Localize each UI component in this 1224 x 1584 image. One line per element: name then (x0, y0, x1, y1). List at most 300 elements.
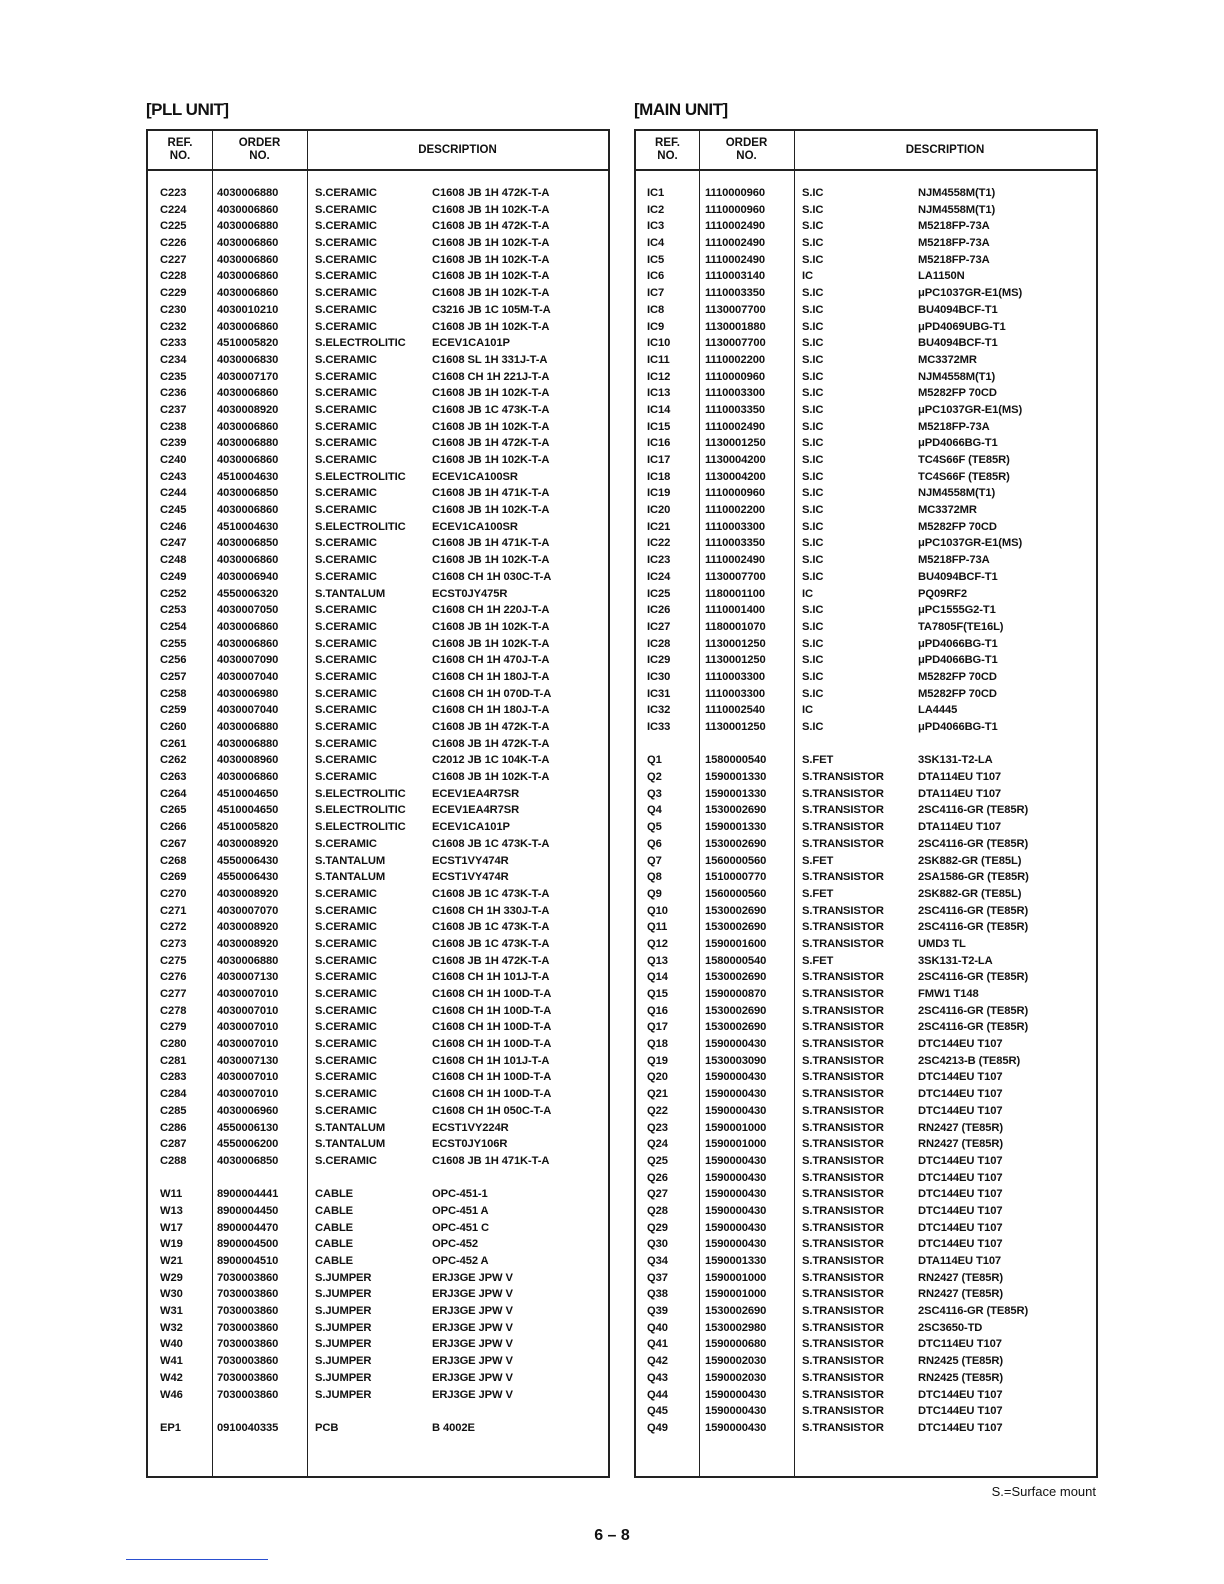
main-parts-table (634, 129, 1098, 1478)
part-type-cell: S.IC (802, 387, 824, 400)
table-row (148, 1370, 608, 1387)
part-type-cell: S.CERAMIC (315, 187, 377, 199)
table-row (636, 636, 1096, 653)
table-row (636, 1236, 1096, 1253)
part-spec-cell: DTC144EU T107 (918, 1088, 1003, 1101)
table-row (148, 268, 608, 285)
part-type-cell: S.CERAMIC (315, 954, 377, 967)
part-spec-cell: 2SC4116-GR (TE85R) (918, 1305, 1029, 1318)
part-spec-cell: C1608 JB 1H 102K-T-A (432, 203, 550, 216)
table-row (636, 1036, 1096, 1053)
table-row (636, 335, 1096, 352)
part-spec-cell: C1608 CH 1H 330J-T-A (432, 904, 550, 917)
part-spec-cell: OPC-451 C (432, 1221, 489, 1234)
table-row (148, 285, 608, 302)
part-type-cell: S.IC (802, 203, 824, 216)
ref-no-cell: C240 (160, 454, 187, 466)
order-no-cell: 4030008920 (217, 837, 279, 850)
part-spec-cell: ERJ3GE JPW V (432, 1271, 513, 1284)
part-spec-cell: C1608 CH 1H 470J-T-A (432, 654, 550, 667)
table-row (636, 202, 1096, 219)
part-type-cell: S.IC (802, 220, 824, 233)
order-no-cell: 1590000430 (705, 1405, 767, 1418)
table-row (148, 1403, 608, 1420)
ref-no-cell: Q13 (647, 954, 668, 967)
part-spec-cell: μPC1037GR-E1(MS) (918, 537, 1023, 550)
ref-no-cell: C229 (160, 287, 187, 300)
order-no-cell: 4550006130 (217, 1121, 279, 1134)
part-type-cell: S.CERAMIC (315, 504, 377, 517)
table-row (636, 619, 1096, 636)
order-no-cell: 4030006860 (217, 637, 279, 650)
part-spec-cell: ECEV1EA4R7SR (432, 804, 520, 817)
order-no-cell: 4030006880 (217, 187, 279, 199)
part-spec-cell: ECEV1CA100SR (432, 520, 518, 533)
part-type-cell: S.TRANSISTOR (802, 1138, 884, 1151)
order-no-cell: 4030007090 (217, 654, 279, 667)
part-spec-cell: FMW1 T148 (918, 988, 979, 1000)
ref-no-cell: IC27 (647, 620, 671, 633)
table-row (636, 802, 1096, 819)
part-type-cell: S.JUMPER (315, 1271, 372, 1284)
part-spec-cell: DTC144EU T107 (918, 1154, 1003, 1167)
ref-no-cell: C245 (160, 504, 187, 517)
order-no-cell: 1110002490 (705, 554, 765, 567)
ref-no-cell: Q27 (647, 1188, 668, 1201)
part-spec-cell: C1608 JB 1H 471K-T-A (432, 1154, 550, 1167)
part-type-cell: S.CERAMIC (315, 1154, 377, 1167)
part-type-cell: S.CERAMIC (315, 637, 377, 650)
table-row (148, 435, 608, 452)
order-no-cell: 4030006860 (217, 771, 279, 784)
part-spec-cell: C1608 CH 1H 100D-T-A (432, 1038, 552, 1051)
table-row (636, 1069, 1096, 1086)
ref-no-cell: Q19 (647, 1054, 668, 1067)
ref-no-cell: IC31 (647, 687, 671, 700)
table-row (148, 1236, 608, 1253)
order-no-cell: 7030003860 (217, 1355, 279, 1368)
ref-no-cell: Q1 (647, 754, 662, 767)
table-row (148, 185, 608, 202)
ref-no-cell: Q40 (647, 1321, 668, 1334)
table-row (148, 836, 608, 853)
ref-no-cell: Q11 (647, 921, 668, 934)
order-no-cell: 1590000430 (705, 1204, 767, 1217)
order-no-cell: 4030006860 (217, 253, 279, 266)
table-row (636, 1420, 1096, 1437)
order-no-cell: 4030007130 (217, 971, 279, 984)
part-spec-cell: C1608 JB 1C 473K-T-A (432, 403, 550, 416)
table-row (636, 1370, 1096, 1387)
ref-no-cell: C233 (160, 337, 187, 350)
part-type-cell: S.TRANSISTOR (802, 1338, 884, 1351)
ref-no-cell: C280 (160, 1038, 187, 1051)
part-type-cell: S.CERAMIC (315, 771, 377, 784)
part-type-cell: S.TANTALUM (315, 1138, 386, 1151)
table-row (148, 1353, 608, 1370)
part-type-cell: S.CERAMIC (315, 687, 377, 700)
part-type-cell: S.IC (802, 187, 824, 199)
part-type-cell: S.TRANSISTOR (802, 804, 884, 817)
ref-no-cell: IC22 (647, 537, 671, 550)
order-no-cell: 4030008920 (217, 921, 279, 934)
order-no-cell: 8900004450 (217, 1204, 279, 1217)
part-spec-cell: LA1150N (918, 270, 965, 283)
table-row (148, 1103, 608, 1120)
part-type-cell: S.ELECTROLITIC (315, 821, 406, 834)
ref-no-cell: C244 (160, 487, 187, 500)
part-type-cell: S.CERAMIC (315, 570, 377, 583)
part-type-cell: S.TRANSISTOR (802, 1104, 884, 1117)
ref-no-cell: C286 (160, 1121, 187, 1134)
ref-no-cell: Q12 (647, 937, 668, 950)
part-spec-cell: DTC114EU T107 (918, 1338, 1002, 1351)
part-spec-cell: ECST1VY474R (432, 871, 509, 884)
order-no-cell: 4030006850 (217, 1154, 279, 1167)
order-no-cell: 1110002200 (705, 353, 765, 366)
part-spec-cell: ERJ3GE JPW V (432, 1338, 513, 1351)
order-no-cell: 1110000960 (705, 370, 765, 383)
part-spec-cell: 3SK131-T2-LA (918, 954, 993, 967)
ref-no-cell: C266 (160, 821, 187, 834)
part-spec-cell: C1608 JB 1H 102K-T-A (432, 454, 550, 466)
part-spec-cell: 3SK131-T2-LA (918, 754, 993, 767)
table-row (636, 853, 1096, 870)
part-type-cell: S.ELECTROLITIC (315, 787, 406, 800)
order-no-cell: 1110002200 (705, 504, 765, 517)
table-row (636, 268, 1096, 285)
part-type-cell: S.CERAMIC (315, 721, 377, 733)
table-row (636, 586, 1096, 603)
description-header (307, 131, 608, 169)
ref-no-cell: Q5 (647, 821, 662, 834)
table-row (148, 1387, 608, 1404)
order-no-cell: 4030006860 (217, 287, 279, 300)
ref-no-cell: Q29 (647, 1221, 668, 1234)
part-spec-cell: C1608 CH 1H 101J-T-A (432, 971, 550, 984)
part-type-cell: S.CERAMIC (315, 937, 377, 950)
ref-no-cell: IC29 (647, 654, 671, 667)
ref-no-cell: EP1 (160, 1421, 181, 1434)
table-row (636, 352, 1096, 369)
ref-no-cell: C256 (160, 654, 187, 667)
order-no-cell: 1590001330 (705, 771, 767, 784)
part-type-cell: S.CERAMIC (315, 437, 377, 450)
table-row (636, 686, 1096, 703)
part-type-cell: CABLE (315, 1204, 354, 1217)
part-spec-cell: C1608 JB 1H 102K-T-A (432, 620, 550, 633)
part-spec-cell: C1608 CH 1H 050C-T-A (432, 1104, 552, 1117)
ref-no-header (148, 131, 212, 169)
part-type-cell: S.TRANSISTOR (802, 1204, 884, 1217)
table-row (636, 736, 1096, 753)
part-type-cell: S.IC (802, 454, 824, 466)
order-no-cell: 4030006860 (217, 420, 279, 433)
part-type-cell: S.TRANSISTOR (802, 1071, 884, 1084)
order-no-cell: 4030007010 (217, 1021, 279, 1034)
order-no-cell: 1590001000 (705, 1288, 767, 1301)
ref-no-cell: C268 (160, 854, 187, 867)
ref-no-cell: C287 (160, 1138, 187, 1151)
order-no-cell: 1590000870 (705, 988, 767, 1000)
order-no-cell: 1590002030 (705, 1355, 767, 1368)
part-type-cell: CABLE (315, 1221, 354, 1234)
order-no-cell: 1110001400 (705, 604, 765, 617)
table-row (636, 1286, 1096, 1303)
order-no-cell: 7030003860 (217, 1338, 279, 1351)
order-no-cell: 4030006860 (217, 454, 279, 466)
part-spec-cell: C1608 CH 1H 221J-T-A (432, 370, 550, 383)
part-type-cell: PCB (315, 1421, 339, 1434)
table-row (148, 1336, 608, 1353)
ref-no-cell: W30 (160, 1288, 183, 1301)
ref-no-cell: IC11 (647, 353, 670, 366)
part-spec-cell: C1608 JB 1H 102K-T-A (432, 554, 550, 567)
description-header-label: DESCRIPTION (905, 143, 985, 156)
part-type-cell: S.FET (802, 754, 834, 767)
table-row (636, 402, 1096, 419)
order-no-cell: 1110003140 (705, 270, 765, 283)
part-spec-cell: TC4S66F (TE85R) (918, 454, 1010, 466)
part-spec-cell: C1608 JB 1H 102K-T-A (432, 771, 550, 784)
order-no-cell: 1590000430 (705, 1238, 767, 1251)
ref-no-cell: IC1 (647, 187, 665, 199)
part-spec-cell: TA7805F(TE16L) (918, 620, 1004, 633)
table-row (148, 736, 608, 753)
table-row (636, 535, 1096, 552)
order-no-cell: 1580000540 (705, 754, 767, 767)
order-no-cell: 4030008920 (217, 887, 279, 900)
part-spec-cell: NJM4558M(T1) (918, 370, 996, 383)
order-no-cell: 1130007700 (705, 570, 766, 583)
table-row (148, 619, 608, 636)
table-row (636, 1303, 1096, 1320)
ref-no-cell: Q3 (647, 787, 662, 800)
table-row (636, 1220, 1096, 1237)
ref-no-cell: W40 (160, 1338, 183, 1351)
part-type-cell: S.TRANSISTOR (802, 1288, 884, 1301)
table-row (636, 185, 1096, 202)
ref-no-cell: W42 (160, 1371, 183, 1384)
table-row (148, 1136, 608, 1153)
part-spec-cell: OPC-452 (432, 1238, 478, 1251)
part-type-cell: S.TRANSISTOR (802, 1188, 884, 1201)
part-spec-cell: μPD4069UBG-T1 (918, 320, 1006, 333)
part-type-cell: S.TRANSISTOR (802, 1088, 884, 1101)
part-type-cell: S.ELECTROLITIC (315, 804, 406, 817)
table-row (636, 1053, 1096, 1070)
part-spec-cell: C1608 JB 1H 472K-T-A (432, 721, 550, 733)
part-type-cell: S.TRANSISTOR (802, 937, 884, 950)
ref-no-cell: C281 (160, 1054, 187, 1067)
part-spec-cell: NJM4558M(T1) (918, 187, 996, 199)
table-row (148, 802, 608, 819)
part-type-cell: S.TRANSISTOR (802, 1355, 884, 1368)
ref-no-cell: C260 (160, 721, 187, 733)
order-no-cell: 8900004470 (217, 1221, 279, 1234)
ref-no-cell: IC19 (647, 487, 671, 500)
part-type-cell: S.CERAMIC (315, 921, 377, 934)
part-spec-cell: RN2427 (TE85R) (918, 1288, 1004, 1301)
order-no-cell: 7030003860 (217, 1371, 279, 1384)
part-spec-cell: 2SC4116-GR (TE85R) (918, 904, 1029, 917)
part-spec-cell: C1608 CH 1H 101J-T-A (432, 1054, 550, 1067)
part-type-cell: S.TRANSISTOR (802, 1054, 884, 1067)
part-spec-cell: BU4094BCF-T1 (918, 570, 998, 583)
ref-no-cell: W46 (160, 1388, 183, 1401)
part-type-cell: S.CERAMIC (315, 554, 377, 567)
table-row (148, 752, 608, 769)
ref-no-cell: Q43 (647, 1371, 668, 1384)
part-spec-cell: M5282FP 70CD (918, 520, 997, 533)
ref-no-cell: Q16 (647, 1004, 668, 1017)
part-type-cell: S.CERAMIC (315, 403, 377, 416)
part-type-cell: S.CERAMIC (315, 1038, 377, 1051)
table-row (148, 903, 608, 920)
order-no-cell: 4030007170 (217, 370, 279, 383)
table-row (636, 969, 1096, 986)
table-row (148, 1320, 608, 1337)
part-type-cell: S.CERAMIC (315, 270, 377, 283)
part-spec-cell: 2SA1586-GR (TE85R) (918, 871, 1029, 884)
ref-no-cell: C276 (160, 971, 187, 984)
table-row (148, 936, 608, 953)
part-type-cell: S.IC (802, 570, 824, 583)
part-spec-cell: B 4002E (432, 1421, 475, 1434)
order-no-cell: 4030008960 (217, 754, 279, 767)
ref-no-cell: Q25 (647, 1154, 668, 1167)
order-no-cell: 4030006860 (217, 270, 279, 283)
ref-no-cell: C235 (160, 370, 187, 383)
part-spec-cell: DTC144EU T107 (918, 1071, 1003, 1084)
order-no-cell: 1110002490 (705, 220, 765, 233)
part-type-cell: S.TRANSISTOR (802, 1271, 884, 1284)
table-row (636, 519, 1096, 536)
order-no-cell: 1590000430 (705, 1104, 767, 1117)
order-no-cell: 1530002690 (705, 904, 767, 917)
part-type-cell: S.ELECTROLITIC (315, 337, 406, 350)
order-no-cell: 4030006880 (217, 437, 279, 450)
part-type-cell: CABLE (315, 1255, 354, 1267)
part-spec-cell: DTC144EU T107 (918, 1238, 1003, 1251)
ref-no-cell: C284 (160, 1088, 187, 1101)
order-no-cell: 1110000960 (705, 187, 765, 199)
order-no-cell: 1590001330 (705, 787, 767, 800)
table-row (636, 769, 1096, 786)
order-no-cell: 1110003300 (705, 387, 765, 400)
table-row (148, 385, 608, 402)
part-type-cell: CABLE (315, 1238, 354, 1251)
ref-no-cell: C228 (160, 270, 187, 283)
ref-no-cell: W29 (160, 1271, 183, 1284)
order-no-cell: 1590001330 (705, 1255, 767, 1267)
ref-no-cell: IC26 (647, 604, 671, 617)
order-no-cell: 4030006860 (217, 554, 279, 567)
part-type-cell: S.JUMPER (315, 1388, 372, 1401)
part-spec-cell: DTC144EU T107 (918, 1221, 1003, 1234)
ref-no-cell: IC6 (647, 270, 665, 283)
order-no-cell: 4030006880 (217, 220, 279, 233)
ref-no-cell: IC13 (647, 387, 671, 400)
order-no-cell: 1130001250 (705, 637, 766, 650)
table-row (148, 652, 608, 669)
ref-no-cell: Q45 (647, 1405, 668, 1418)
ref-no-header-label: REF. NO. (655, 137, 680, 162)
part-spec-cell: DTC144EU T107 (918, 1204, 1003, 1217)
part-spec-cell: 2SC4116-GR (TE85R) (918, 1021, 1029, 1034)
order-no-cell: 4030007130 (217, 1054, 279, 1067)
part-spec-cell: ECST0JY475R (432, 587, 508, 600)
order-no-cell: 1530002690 (705, 971, 767, 984)
order-no-cell: 1590000430 (705, 1388, 767, 1401)
ref-no-cell: W41 (160, 1355, 183, 1368)
part-spec-cell: ECST1VY474R (432, 854, 509, 867)
table-row (636, 719, 1096, 736)
part-spec-cell: C1608 JB 1H 472K-T-A (432, 187, 550, 199)
part-spec-cell: M5218FP-73A (918, 237, 990, 250)
table-row (636, 1203, 1096, 1220)
ref-no-cell: C288 (160, 1154, 187, 1167)
table-row (636, 419, 1096, 436)
table-row (636, 235, 1096, 252)
ref-no-cell: IC28 (647, 637, 671, 650)
part-spec-cell: C1608 CH 1H 100D-T-A (432, 988, 552, 1000)
part-type-cell: S.JUMPER (315, 1305, 372, 1318)
part-spec-cell: μPD4066BG-T1 (918, 721, 998, 733)
part-spec-cell: 2SC4213-B (TE85R) (918, 1054, 1021, 1067)
table-row (148, 1019, 608, 1036)
part-spec-cell: C1608 JB 1H 102K-T-A (432, 237, 550, 250)
table-row (636, 552, 1096, 569)
part-spec-cell: C1608 JB 1H 102K-T-A (432, 270, 550, 283)
table-row (148, 502, 608, 519)
part-type-cell: S.TRANSISTOR (802, 1171, 884, 1184)
ref-no-cell: C226 (160, 237, 187, 250)
table-row (636, 986, 1096, 1003)
ref-no-cell: C262 (160, 754, 187, 767)
part-spec-cell: ECST1VY224R (432, 1121, 509, 1134)
order-no-cell: 4030006830 (217, 353, 279, 366)
order-no-cell: 1590000680 (705, 1338, 767, 1351)
part-spec-cell: C1608 JB 1H 102K-T-A (432, 287, 550, 300)
ref-no-cell: IC23 (647, 554, 671, 567)
part-spec-cell: C1608 CH 1H 100D-T-A (432, 1021, 552, 1034)
order-no-cell: 8900004441 (217, 1188, 279, 1201)
ref-no-cell: C248 (160, 554, 187, 567)
ref-no-cell: IC5 (647, 253, 665, 266)
part-spec-cell: DTC144EU T107 (918, 1405, 1003, 1418)
order-no-cell: 1530002980 (705, 1321, 767, 1334)
table-row (148, 1053, 608, 1070)
ref-no-cell: C283 (160, 1071, 187, 1084)
order-no-cell: 1590000430 (705, 1188, 767, 1201)
page-number: 6 – 8 (594, 1527, 630, 1544)
part-spec-cell: ECEV1CA100SR (432, 470, 518, 483)
order-no-cell: 1110003300 (705, 670, 765, 683)
part-type-cell: S.TRANSISTOR (802, 1004, 884, 1017)
table-row (148, 485, 608, 502)
part-type-cell: S.IC (802, 353, 824, 366)
part-spec-cell: C1608 CH 1H 180J-T-A (432, 704, 550, 717)
part-spec-cell: 2SC4116-GR (TE85R) (918, 837, 1029, 850)
order-no-cell: 4030008920 (217, 403, 279, 416)
part-spec-cell: PQ09RF2 (918, 587, 968, 600)
part-type-cell: S.CERAMIC (315, 904, 377, 917)
ref-no-cell: IC33 (647, 721, 671, 733)
part-spec-cell: C1608 CH 1H 030C-T-A (432, 570, 552, 583)
table-row (636, 836, 1096, 853)
part-spec-cell: C1608 JB 1H 472K-T-A (432, 437, 550, 450)
